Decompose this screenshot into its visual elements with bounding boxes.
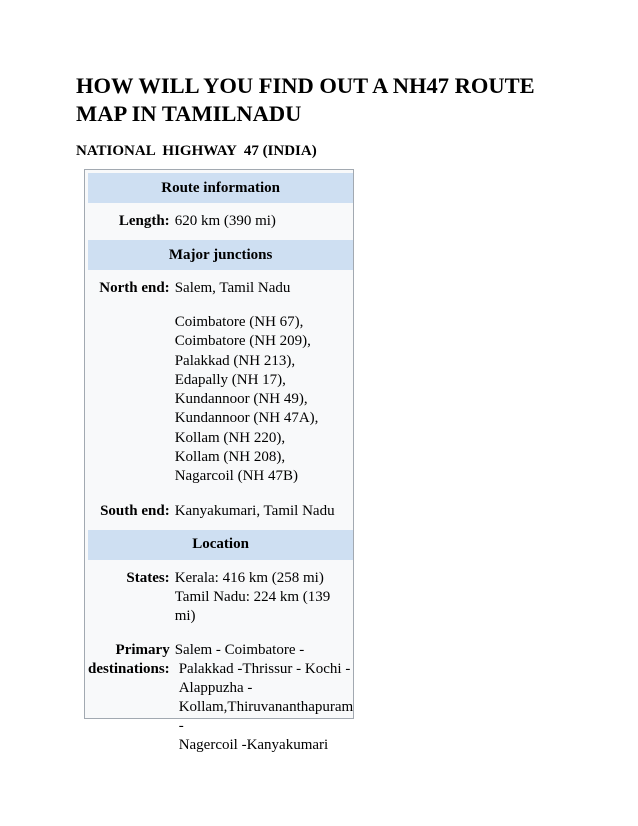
state-item: Tamil Nadu: 224 km (139 mi) [174,588,331,624]
length-label: Length: [118,213,170,229]
route-information-header: Route information [88,173,353,203]
primary-destinations-label [88,635,170,761]
destination-item: Alappuzha - [178,679,253,696]
junction-item: Coimbatore (NH 209), [174,333,311,350]
length-value: 620 km (390 mi) [174,213,276,229]
junction-item: Kundannoor (NH 47A), [174,410,319,427]
states-label: States: [126,569,170,586]
junction-item: Nagarcoil (NH 47B) [174,468,298,485]
highway-infobox [84,169,354,753]
junction-list [173,307,354,493]
destination-item: Palakkad -Thrissur - Kochi - [178,660,351,677]
junction-item: Coimbatore (NH 67), [174,314,304,330]
major-junctions-header: Major junctions [88,240,353,270]
junctions-label-empty [88,307,170,493]
destination-item: Salem - Coimbatore - [174,641,305,658]
primary-label-line: Primary [115,641,170,658]
destinations-label-line: destinations: [88,660,170,677]
state-item: Kerala: 416 km (258 mi) [174,569,324,586]
junction-item: Edapally (NH 17), [174,371,286,388]
north-end-value: Salem, Tamil Nadu [174,280,291,296]
infobox-table [85,170,356,764]
destination-item: Nagercoil -Kanyakumari [178,736,329,753]
destinations-value [173,635,354,761]
south-end-value: Kanyakumari, Tamil Nadu [174,502,335,519]
junction-item: Kollam (NH 208), [174,449,286,466]
junction-item: Kundannoor (NH 49), [174,391,308,408]
location-header: Location [88,530,353,560]
north-end-label: North end: [99,280,170,296]
south-end-label: South end: [100,502,170,519]
junction-item: Kollam (NH 220), [174,429,286,446]
states-value [173,563,354,632]
junction-item: Palakkad (NH 213), [174,352,296,369]
destination-item: Kollam,Thiruvananthapuram - [178,698,354,734]
page-title: HOW WILL YOU FIND OUT A NH47 ROUTE MAP IN TAMILNADU [76,73,535,126]
page-subtitle: NATIONAL HIGHWAY 47 (INDIA) [76,143,317,159]
